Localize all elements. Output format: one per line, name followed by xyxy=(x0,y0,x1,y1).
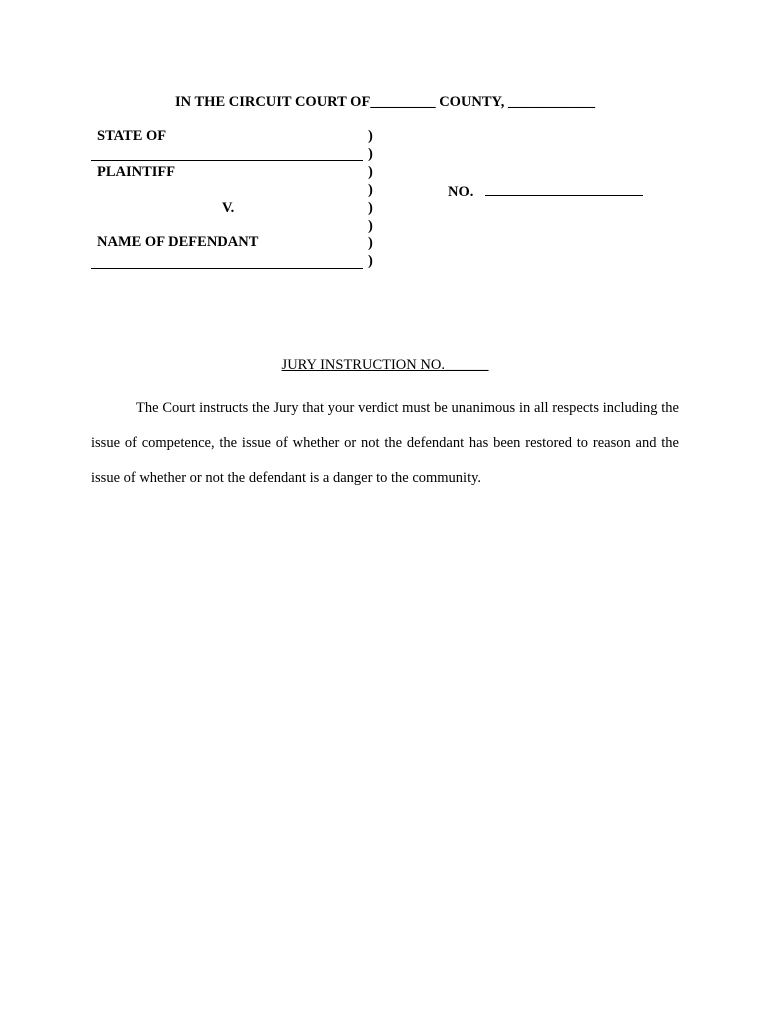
defendant-label: NAME OF DEFENDANT xyxy=(97,234,259,250)
defendant-name-line xyxy=(91,268,363,269)
paren: ) xyxy=(368,235,373,251)
case-number-label: NO. xyxy=(448,184,474,200)
instruction-text: The Court instructs the Jury that your verdict must be unanimous in all respects including the issue of competence, the issue of whether or not the defendant has been restored to reason and the issue of whether or not the defendant is a danger to the community. xyxy=(91,400,679,486)
paren: ) xyxy=(368,253,373,269)
paren: ) xyxy=(368,128,373,144)
case-number-blank xyxy=(485,181,643,196)
paren: ) xyxy=(368,146,373,162)
instruction-title: JURY INSTRUCTION NO.______ xyxy=(281,357,489,373)
paren: ) xyxy=(368,200,373,216)
court-header: IN THE CIRCUIT COURT OF_________ COUNTY, ____________ xyxy=(175,94,595,110)
paren: ) xyxy=(368,164,373,180)
plaintiff-name-line xyxy=(91,160,363,161)
plaintiff-label: PLAINTIFF xyxy=(97,164,176,180)
instruction-body xyxy=(91,391,679,496)
case-number xyxy=(448,181,643,201)
paren: ) xyxy=(368,218,373,234)
state-of-label: STATE OF xyxy=(97,128,167,144)
versus-label: V. xyxy=(222,200,235,216)
paren: ) xyxy=(368,182,373,198)
